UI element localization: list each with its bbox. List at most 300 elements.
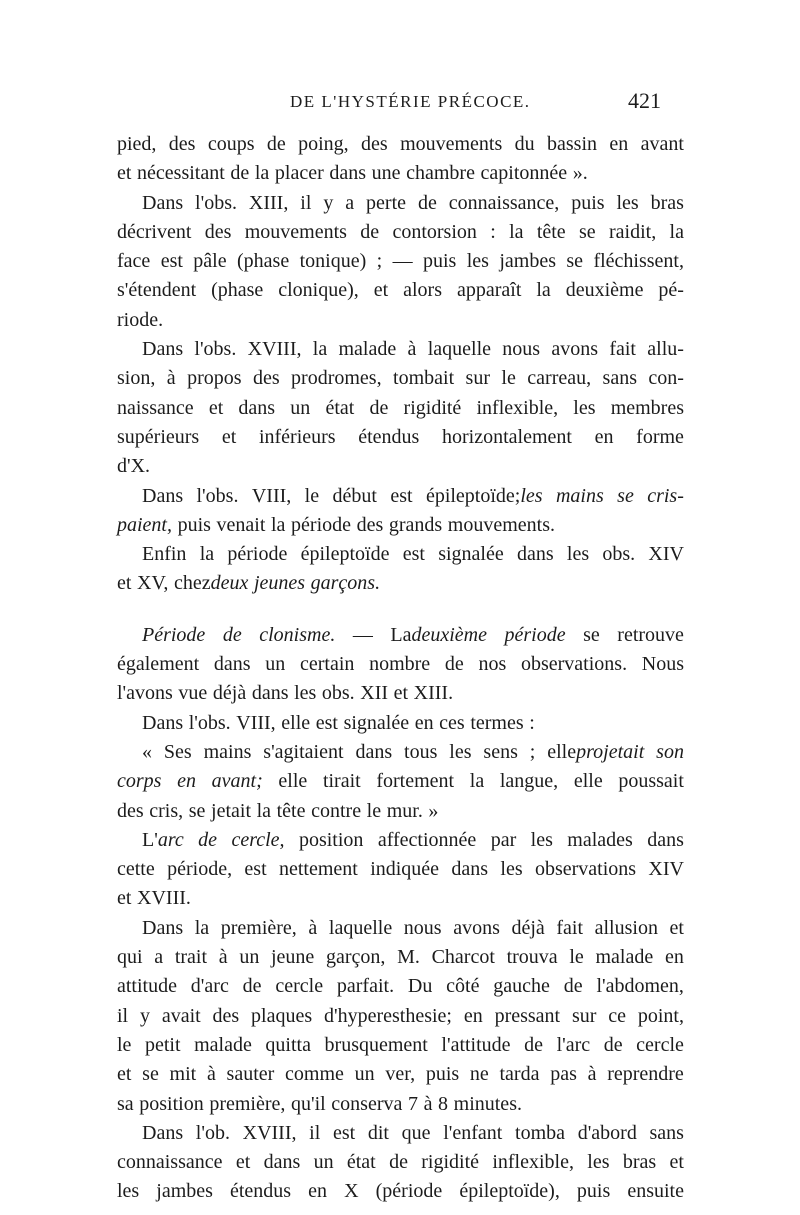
text: face bbox=[117, 250, 151, 273]
text: tête bbox=[536, 220, 566, 243]
word bbox=[400, 130, 502, 159]
text: malades bbox=[567, 828, 633, 851]
text: comme bbox=[285, 1063, 344, 1086]
text: en bbox=[609, 133, 629, 155]
word bbox=[566, 247, 583, 276]
text-line bbox=[117, 1177, 684, 1206]
word bbox=[142, 335, 183, 364]
text: signalée bbox=[343, 711, 410, 734]
word bbox=[189, 797, 206, 826]
word bbox=[569, 943, 583, 972]
text: jambes bbox=[499, 250, 556, 273]
text: carreau, bbox=[527, 367, 592, 390]
word bbox=[251, 1002, 312, 1031]
text: ces bbox=[439, 711, 465, 734]
text: garçon, bbox=[326, 946, 386, 969]
text: prodromes, bbox=[291, 367, 382, 390]
text: période bbox=[291, 513, 352, 536]
text: y bbox=[139, 1004, 150, 1027]
text: X bbox=[344, 1180, 359, 1203]
word bbox=[389, 511, 442, 540]
text: bassin bbox=[547, 133, 597, 155]
text: ne bbox=[469, 1063, 489, 1086]
word bbox=[117, 130, 156, 159]
word bbox=[254, 569, 305, 598]
word bbox=[389, 1148, 408, 1177]
word bbox=[470, 1060, 489, 1089]
text: dit bbox=[367, 1121, 389, 1144]
text: tonique) bbox=[299, 250, 367, 273]
text: est bbox=[332, 1121, 356, 1144]
text: M. bbox=[397, 946, 420, 969]
italic-text: de bbox=[222, 623, 242, 646]
text: sion, bbox=[117, 367, 156, 390]
text: venait bbox=[216, 513, 266, 536]
word bbox=[397, 943, 420, 972]
text: épileptoïde bbox=[300, 543, 390, 566]
text: tomba bbox=[515, 1121, 566, 1144]
word bbox=[308, 914, 317, 943]
word bbox=[493, 972, 550, 1001]
word bbox=[221, 914, 297, 943]
text: et bbox=[669, 916, 684, 939]
word bbox=[367, 797, 381, 826]
text: tombait bbox=[393, 367, 455, 390]
text: La bbox=[390, 623, 412, 646]
text: indiquée bbox=[370, 858, 440, 881]
text: point, bbox=[637, 1004, 684, 1027]
text: tous bbox=[404, 740, 438, 763]
text: connaissance bbox=[117, 1151, 223, 1174]
word bbox=[149, 797, 183, 826]
word bbox=[423, 247, 456, 276]
text: première, bbox=[209, 1092, 286, 1115]
text-line bbox=[117, 130, 684, 159]
word bbox=[252, 679, 289, 708]
word bbox=[530, 738, 536, 767]
text: (phase bbox=[237, 250, 290, 273]
text: est bbox=[390, 484, 413, 507]
text: VIII, bbox=[251, 484, 292, 507]
text: puis bbox=[576, 1180, 611, 1203]
text: la bbox=[256, 799, 272, 822]
word bbox=[595, 423, 614, 452]
text: chambre bbox=[406, 162, 475, 185]
word bbox=[515, 1119, 565, 1148]
word bbox=[257, 797, 271, 826]
word bbox=[195, 189, 237, 218]
text-line bbox=[117, 1148, 684, 1177]
text: a bbox=[345, 191, 355, 214]
text: tarda bbox=[499, 1063, 540, 1086]
text: la bbox=[271, 513, 286, 536]
word bbox=[237, 247, 289, 276]
word bbox=[387, 797, 423, 826]
text: des bbox=[117, 799, 144, 822]
text: attitude bbox=[117, 975, 177, 998]
text: avons bbox=[551, 338, 599, 361]
word bbox=[277, 797, 306, 826]
word bbox=[491, 826, 517, 855]
text: raidit, bbox=[608, 220, 657, 243]
word bbox=[329, 914, 392, 943]
text: puis bbox=[425, 1063, 460, 1086]
word bbox=[177, 767, 196, 796]
word bbox=[355, 1060, 375, 1089]
word bbox=[648, 364, 684, 393]
word bbox=[156, 1177, 213, 1206]
word bbox=[547, 130, 597, 159]
text: les bbox=[449, 740, 472, 763]
word bbox=[291, 364, 382, 393]
italic-text: de bbox=[198, 828, 218, 851]
word bbox=[641, 130, 684, 159]
text: avait bbox=[161, 1004, 201, 1027]
word bbox=[404, 914, 442, 943]
word bbox=[117, 650, 199, 679]
text: sur bbox=[465, 367, 490, 390]
text: nous bbox=[502, 338, 541, 361]
text: l'obs. bbox=[195, 191, 237, 214]
text: parfait. bbox=[336, 975, 395, 998]
text-line bbox=[117, 482, 684, 511]
text-line bbox=[117, 650, 684, 679]
word bbox=[507, 943, 558, 972]
text: clonique), bbox=[278, 279, 359, 302]
word bbox=[476, 394, 558, 423]
text: les bbox=[294, 682, 317, 705]
word bbox=[453, 914, 500, 943]
word bbox=[213, 1002, 240, 1031]
word bbox=[647, 335, 684, 364]
text: position bbox=[139, 1092, 204, 1115]
word bbox=[451, 855, 488, 884]
word bbox=[611, 394, 684, 423]
word bbox=[426, 1060, 459, 1089]
word bbox=[449, 189, 560, 218]
word bbox=[137, 159, 225, 188]
text-line bbox=[117, 972, 684, 1001]
text: termes bbox=[470, 711, 524, 734]
italic-text: clonisme. bbox=[259, 623, 336, 646]
word bbox=[117, 159, 131, 188]
word bbox=[227, 540, 287, 569]
text: cercle bbox=[636, 1033, 684, 1056]
word bbox=[255, 159, 269, 188]
text: dans bbox=[238, 396, 276, 419]
word bbox=[117, 1031, 131, 1060]
text: des bbox=[212, 1004, 240, 1027]
text: de bbox=[389, 1151, 408, 1174]
word bbox=[466, 364, 490, 393]
word bbox=[571, 189, 604, 218]
text: un bbox=[239, 946, 260, 969]
text: épileptoïde; bbox=[425, 484, 521, 507]
text: ver, bbox=[385, 1063, 416, 1086]
word bbox=[467, 247, 489, 276]
word bbox=[117, 767, 161, 796]
text: la bbox=[312, 338, 328, 361]
word bbox=[385, 1060, 415, 1089]
text: perte bbox=[366, 191, 407, 214]
text: fait bbox=[609, 338, 636, 361]
text: quitta bbox=[265, 1033, 311, 1056]
word bbox=[402, 1119, 431, 1148]
text: de bbox=[242, 975, 262, 998]
text: des bbox=[204, 220, 232, 243]
word bbox=[300, 650, 354, 679]
word bbox=[290, 394, 310, 423]
word bbox=[449, 738, 471, 767]
text: naissance bbox=[117, 396, 194, 419]
word bbox=[278, 767, 307, 796]
word bbox=[377, 247, 383, 276]
word bbox=[638, 1002, 684, 1031]
word bbox=[243, 972, 262, 1001]
text: nous bbox=[403, 916, 442, 939]
word bbox=[618, 767, 684, 796]
word bbox=[658, 276, 684, 305]
text: XIV bbox=[648, 858, 684, 881]
text: le bbox=[366, 799, 382, 822]
word bbox=[607, 1060, 684, 1089]
text: par bbox=[490, 828, 517, 851]
text: 8 bbox=[438, 1092, 449, 1115]
text: dans bbox=[213, 653, 251, 676]
text: jetait bbox=[211, 799, 251, 822]
text: contorsion bbox=[392, 220, 477, 243]
text: de bbox=[360, 220, 380, 243]
word bbox=[670, 914, 684, 943]
text: pé- bbox=[658, 279, 684, 302]
word bbox=[167, 364, 176, 393]
text: et bbox=[669, 1151, 684, 1174]
text: Dans bbox=[142, 191, 184, 214]
text: pas bbox=[550, 1063, 577, 1086]
text: l'abdomen, bbox=[596, 975, 684, 998]
word bbox=[593, 247, 684, 276]
word bbox=[314, 1148, 334, 1177]
word bbox=[174, 569, 248, 598]
text-line bbox=[117, 218, 684, 247]
word bbox=[333, 482, 377, 511]
text: en bbox=[463, 1004, 483, 1027]
text: laquelle bbox=[328, 916, 393, 939]
text-line bbox=[117, 709, 684, 738]
word bbox=[142, 482, 183, 511]
text: puis bbox=[177, 513, 211, 536]
text: propos bbox=[187, 367, 242, 390]
word bbox=[194, 1031, 252, 1060]
word bbox=[459, 1177, 560, 1206]
text: se bbox=[142, 1063, 159, 1086]
text: à bbox=[423, 1092, 433, 1115]
text-line bbox=[117, 914, 684, 943]
text: trouva bbox=[506, 946, 558, 969]
word bbox=[275, 972, 323, 1001]
text: L' bbox=[142, 828, 158, 851]
text: malade bbox=[338, 338, 397, 361]
word bbox=[478, 650, 506, 679]
word bbox=[291, 1090, 326, 1119]
word bbox=[154, 943, 163, 972]
word bbox=[142, 914, 183, 943]
text: mouvements bbox=[400, 133, 503, 155]
text: un bbox=[290, 396, 311, 419]
word bbox=[603, 364, 637, 393]
word bbox=[464, 1002, 483, 1031]
word bbox=[117, 972, 177, 1001]
word bbox=[500, 767, 558, 796]
word bbox=[140, 1002, 150, 1031]
word bbox=[178, 679, 207, 708]
text: des bbox=[252, 367, 280, 390]
word bbox=[408, 1090, 418, 1119]
text: épileptoïde), bbox=[459, 1180, 560, 1203]
text: : bbox=[490, 220, 496, 243]
word bbox=[245, 218, 347, 247]
text: côté bbox=[446, 975, 480, 998]
text: sa bbox=[117, 1092, 134, 1115]
word bbox=[316, 709, 338, 738]
text: la bbox=[194, 916, 210, 939]
word bbox=[596, 943, 654, 972]
text: riode. bbox=[117, 308, 164, 331]
text: connaissance, bbox=[448, 191, 560, 214]
word bbox=[403, 540, 425, 569]
word bbox=[195, 914, 209, 943]
text: s'agitaient bbox=[263, 740, 344, 763]
text-line bbox=[117, 159, 684, 188]
word bbox=[117, 306, 163, 335]
text: est bbox=[315, 711, 338, 734]
word bbox=[403, 276, 442, 305]
text: en bbox=[414, 711, 434, 734]
word bbox=[360, 679, 388, 708]
text: dans bbox=[251, 682, 289, 705]
text: l'arc bbox=[556, 1033, 591, 1056]
word bbox=[393, 364, 454, 393]
word bbox=[408, 972, 432, 1001]
text: inflexible, bbox=[476, 396, 559, 419]
word bbox=[567, 826, 633, 855]
text: inférieurs bbox=[258, 425, 336, 448]
word bbox=[271, 511, 285, 540]
text: et bbox=[117, 1063, 132, 1086]
word bbox=[142, 621, 205, 650]
text: il bbox=[300, 191, 312, 214]
text: forme bbox=[636, 425, 684, 448]
word bbox=[214, 650, 251, 679]
word bbox=[117, 1148, 223, 1177]
word bbox=[222, 423, 236, 452]
word bbox=[376, 767, 454, 796]
text: se bbox=[188, 799, 206, 822]
word bbox=[442, 423, 572, 452]
word bbox=[187, 364, 241, 393]
text: les bbox=[530, 828, 553, 851]
word bbox=[617, 482, 634, 511]
word bbox=[325, 1031, 428, 1060]
text: XVIII, bbox=[242, 1121, 297, 1144]
text: dans bbox=[451, 858, 489, 881]
word bbox=[557, 1031, 591, 1060]
word bbox=[392, 218, 476, 247]
word bbox=[564, 972, 583, 1001]
word bbox=[271, 943, 314, 972]
word bbox=[441, 1031, 510, 1060]
text: la bbox=[254, 162, 270, 185]
italic-text: en bbox=[177, 770, 196, 793]
italic-text: paient, bbox=[117, 513, 172, 536]
italic-text: jeunes bbox=[253, 572, 306, 595]
word bbox=[609, 218, 656, 247]
word bbox=[517, 540, 554, 569]
text: trait bbox=[174, 946, 208, 969]
text: de bbox=[230, 162, 250, 185]
text: les bbox=[117, 1180, 140, 1203]
text: qui bbox=[117, 946, 143, 969]
text-line bbox=[117, 1031, 684, 1060]
word bbox=[175, 943, 207, 972]
text: les bbox=[616, 191, 639, 214]
word bbox=[495, 1002, 561, 1031]
word bbox=[623, 1148, 656, 1177]
text: et bbox=[208, 396, 224, 419]
word bbox=[212, 767, 263, 796]
text: du bbox=[514, 133, 535, 155]
text: avons bbox=[453, 916, 500, 939]
italic-text: projetait bbox=[576, 740, 645, 763]
text: malade bbox=[194, 1033, 252, 1056]
word bbox=[428, 335, 491, 364]
text-line bbox=[117, 335, 684, 364]
word bbox=[265, 1031, 311, 1060]
word bbox=[432, 943, 495, 972]
word bbox=[164, 738, 192, 767]
word bbox=[547, 738, 644, 767]
text: 7 bbox=[407, 1092, 418, 1115]
text: en bbox=[308, 1180, 328, 1203]
text: coups bbox=[207, 133, 255, 155]
word bbox=[236, 1148, 250, 1177]
word bbox=[656, 738, 684, 767]
word bbox=[142, 1060, 159, 1089]
word bbox=[300, 189, 311, 218]
word bbox=[285, 1060, 344, 1089]
word bbox=[329, 159, 366, 188]
text: malade bbox=[595, 946, 654, 969]
italic-text: avant; bbox=[211, 770, 263, 793]
text-line bbox=[117, 826, 684, 855]
word bbox=[217, 511, 266, 540]
text-line bbox=[117, 569, 684, 598]
text: sans bbox=[602, 367, 637, 390]
page-number: 421 bbox=[628, 88, 661, 113]
text: et bbox=[117, 162, 132, 185]
word bbox=[308, 1177, 327, 1206]
text: a bbox=[154, 946, 164, 969]
text: Ses bbox=[163, 740, 192, 763]
word bbox=[404, 738, 437, 767]
word bbox=[281, 709, 310, 738]
word bbox=[117, 394, 194, 423]
word bbox=[117, 1090, 134, 1119]
word bbox=[608, 1002, 626, 1031]
word bbox=[300, 247, 367, 276]
text: allusion bbox=[594, 916, 658, 939]
text: d'arc bbox=[190, 975, 229, 998]
